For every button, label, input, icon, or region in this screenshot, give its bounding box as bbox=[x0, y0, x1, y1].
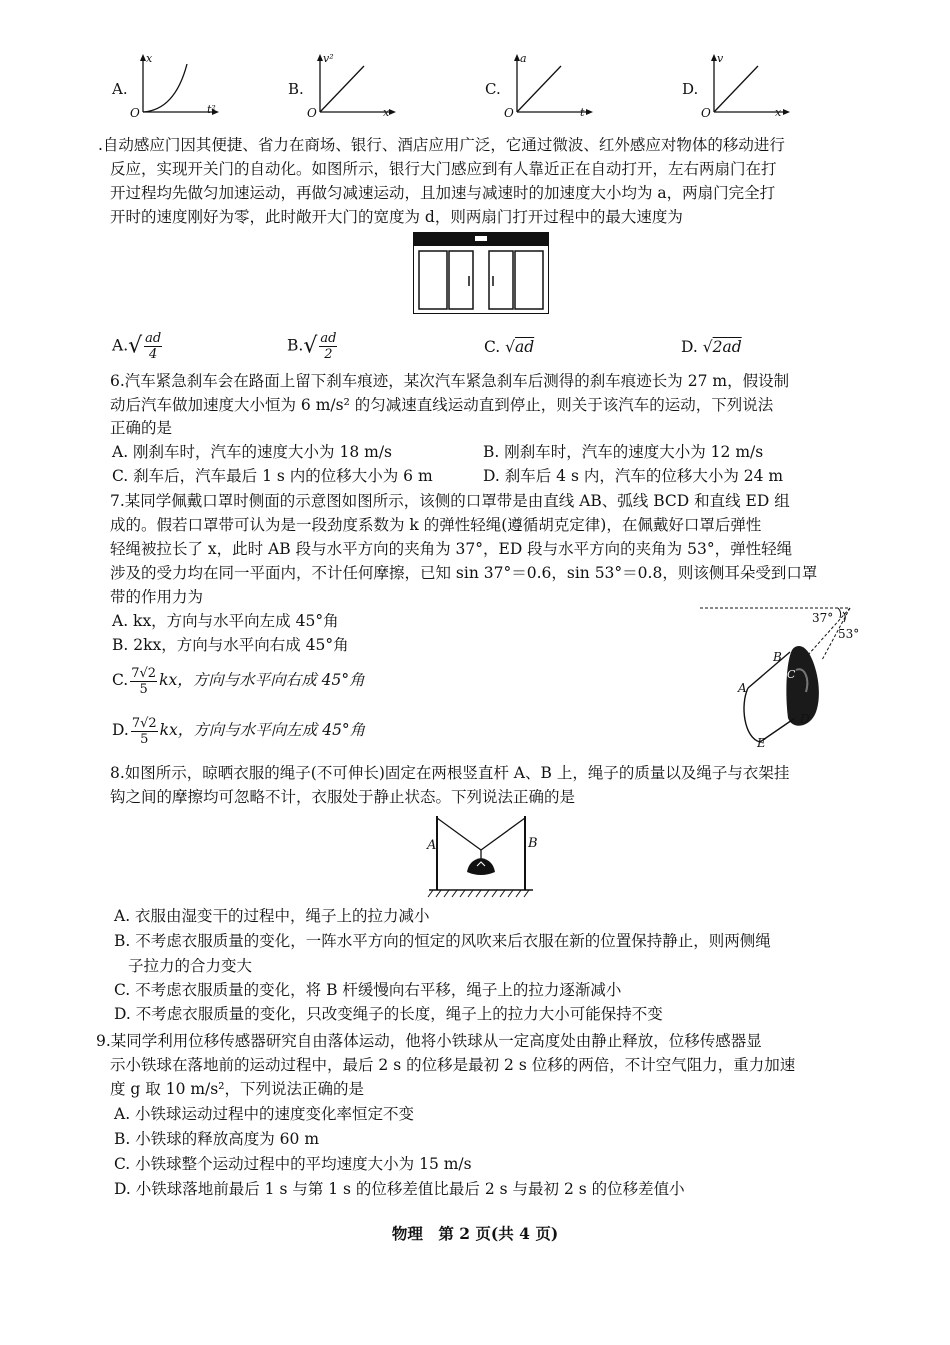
q7-fig-angle-37: 37° bbox=[812, 611, 834, 625]
q7-fig-label-d: D bbox=[800, 712, 810, 726]
q7-fig-angle-53: 53° bbox=[838, 627, 860, 641]
q8-fig-label-b: B bbox=[528, 836, 538, 851]
graph-b-y-axis: v² bbox=[323, 52, 334, 65]
q7-fig-label-b: B bbox=[773, 650, 782, 664]
q6-option-a: A. 刚刹车时，汽车的速度大小为 18 m/s bbox=[112, 443, 392, 461]
graph-d-x-axis: x bbox=[775, 106, 782, 119]
q7-option-c-label: C. bbox=[112, 671, 129, 689]
q8-line-2: 钩之间的摩擦均可忽略不计，衣服处于静止状态。下列说法正确的是 bbox=[110, 788, 576, 806]
q8-option-a: A. 衣服由湿变干的过程中，绳子上的拉力减小 bbox=[114, 907, 430, 925]
graph-c-x-axis: t bbox=[580, 106, 585, 119]
q5-line-4: 开时的速度刚好为零，此时敞开大门的宽度为 d，则两扇门打开过程中的最大速度为 bbox=[110, 208, 683, 226]
graph-a-x-axis: t² bbox=[207, 103, 216, 116]
q7-option-d-num: 7√2 bbox=[131, 715, 157, 731]
q7-line-5: 带的作用力为 bbox=[110, 588, 204, 606]
q6-line-2: 动后汽车做加速度大小恒为 6 m/s² 的匀减速直线运动直到停止，则关于该汽车的运动，下列说法 bbox=[110, 396, 774, 414]
q8-line-1: 8.如图所示，晾晒衣服的绳子(不可伸长)固定在两根竖直杆 A、B 上，绳子的质量以及绳子与衣架挂 bbox=[110, 764, 790, 782]
q5-line-1: .自动感应门因其便捷、省力在商场、银行、酒店应用广泛，它通过微波、红外感应对物体的移动进行 bbox=[98, 136, 785, 154]
q7-option-c-rest: kx，方向与水平向右成 45°角 bbox=[159, 671, 365, 689]
q5-option-c: C. √ad bbox=[484, 338, 535, 356]
q5-option-a-num: ad bbox=[145, 331, 162, 346]
q7-option-b: B. 2kx，方向与水平向右成 45°角 bbox=[112, 636, 349, 654]
q6-line-1: 6.汽车紧急刹车会在路面上留下刹车痕迹，某次汽车紧急刹车后测得的刹车痕迹长为 27 m，假设制 bbox=[110, 372, 790, 390]
q9-option-d: D. 小铁球落地前最后 1 s 与第 1 s 的位移差值比最后 2 s 与最初 2 s 的位移差值小 bbox=[114, 1180, 685, 1198]
q5-line-2: 反应，实现开关门的自动化。如图所示，银行大门感应到有人靠近正在自动打开，左右两扇门在打 bbox=[110, 160, 777, 178]
q9-line-2: 示小铁球在落地前的运动过程中，最后 2 s 的位移是最初 2 s 位移的两倍，不计空气阻力，重力加速 bbox=[110, 1056, 796, 1074]
q5-option-d: D. √2ad bbox=[681, 338, 742, 356]
graph-b-x-axis: x bbox=[383, 106, 390, 119]
q9-option-b: B. 小铁球的释放高度为 60 m bbox=[114, 1130, 320, 1148]
q5-option-d-expr: 2ad bbox=[712, 338, 742, 356]
q8-fig-label-a: A bbox=[427, 838, 437, 853]
q7-fig-label-c: C bbox=[787, 668, 796, 681]
q7-option-c-den: 5 bbox=[139, 681, 148, 697]
q8-option-b-cont: 子拉力的合力变大 bbox=[128, 957, 253, 975]
q7-fig-label-a: A bbox=[738, 681, 747, 695]
q8-option-d: D. 不考虑衣服质量的变化，只改变绳子的长度，绳子上的拉力大小可能保持不变 bbox=[114, 1005, 663, 1023]
q5-option-b-num: ad bbox=[320, 331, 337, 346]
q7-line-4: 涉及的受力均在同一平面内，不计任何摩擦，已知 sin 37°＝0.6，sin 53°＝0.8，则该侧耳朵受到口罩 bbox=[110, 564, 818, 582]
q5-option-c-label: C. bbox=[484, 338, 501, 356]
graph-d-y-axis: v bbox=[717, 52, 724, 65]
q9-line-1: 9.某同学利用位移传感器研究自由落体运动，他将小铁球从一定高度处由静止释放，位移传感器显 bbox=[96, 1032, 762, 1050]
q5-option-d-label: D. bbox=[681, 338, 698, 356]
graph-c-y-axis: a bbox=[520, 52, 527, 65]
graph-a-label: A. bbox=[112, 80, 128, 98]
q9-option-c: C. 小铁球整个运动过程中的平均速度大小为 15 m/s bbox=[114, 1155, 472, 1173]
graph-c-origin: O bbox=[504, 106, 514, 120]
q6-option-c: C. 刹车后，汽车最后 1 s 内的位移大小为 6 m bbox=[112, 467, 433, 485]
q7-option-d-den: 5 bbox=[140, 731, 149, 747]
q5-option-b: B.√ $\frac{ad}{2}$ bbox=[287, 331, 337, 362]
q9-option-a: A. 小铁球运动过程中的速度变化率恒定不变 bbox=[114, 1105, 415, 1123]
graph-c-label: C. bbox=[485, 80, 501, 98]
graph-b-label: B. bbox=[288, 80, 304, 98]
page-footer: 物理 第 2 页(共 4 页) bbox=[391, 1224, 559, 1243]
graph-b-origin: O bbox=[307, 106, 317, 120]
q8-option-b: B. 不考虑衣服质量的变化，一阵水平方向的恒定的风吹来后衣服在新的位置保持静止，则两侧绳 bbox=[114, 932, 771, 950]
q7-fig-label-e: E bbox=[757, 736, 766, 750]
q7-line-2: 成的。假若口罩带可认为是一段劲度系数为 k 的弹性轻绳(遵循胡克定律)，在佩戴好口罩后弹性 bbox=[110, 516, 762, 534]
q7-option-c-num: 7√2 bbox=[131, 665, 157, 681]
graph-a-y-axis: x bbox=[146, 52, 153, 65]
q7-line-1: 7.某同学佩戴口罩时侧面的示意图如图所示，该侧的口罩带是由直线 AB、弧线 BCD 和直线 ED 组 bbox=[110, 492, 790, 510]
mask-strap-figure bbox=[700, 600, 870, 755]
graph-d-label: D. bbox=[682, 80, 699, 98]
q7-option-a: A. kx，方向与水平向左成 45°角 bbox=[112, 612, 339, 630]
q8-option-c: C. 不考虑衣服质量的变化，将 B 杆缓慢向右平移，绳子上的拉力逐渐减小 bbox=[114, 981, 622, 999]
graph-a-origin: O bbox=[130, 106, 140, 120]
q6-option-d: D. 刹车后 4 s 内，汽车的位移大小为 24 m bbox=[483, 467, 784, 485]
q6-option-b: B. 刚刹车时，汽车的速度大小为 12 m/s bbox=[483, 443, 764, 461]
q7-option-d bbox=[112, 712, 365, 748]
q5-option-a-den: 4 bbox=[149, 347, 158, 362]
q5-line-3: 开过程均先做匀加速运动，再做匀减速运动，且加速与减速时的加速度大小均为 a，两扇门完全打 bbox=[110, 184, 776, 202]
clothesline-figure bbox=[425, 812, 540, 902]
q6-line-3: 正确的是 bbox=[110, 419, 173, 437]
q7-option-d-rest: kx，方向与水平向左成 45°角 bbox=[159, 721, 366, 739]
q7-line-3: 轻绳被拉长了 x，此时 AB 段与水平方向的夹角为 37°，ED 段与水平方向的夹角为 53°，弹性轻绳 bbox=[110, 540, 793, 558]
q9-line-3: 度 g 取 10 m/s²，下列说法正确的是 bbox=[110, 1080, 364, 1098]
automatic-door-figure bbox=[413, 232, 549, 314]
q7-option-c bbox=[112, 662, 365, 698]
q5-option-b-den: 2 bbox=[324, 347, 333, 362]
q7-option-d-label: D. bbox=[112, 721, 129, 739]
q5-option-a-label: A. bbox=[112, 336, 129, 355]
q5-option-c-expr: ad bbox=[515, 338, 535, 356]
graph-d-origin: O bbox=[701, 106, 711, 120]
q5-option-a: A.√ $\frac{ad}{4}$ bbox=[112, 331, 162, 362]
q5-option-b-label: B. bbox=[287, 336, 304, 355]
